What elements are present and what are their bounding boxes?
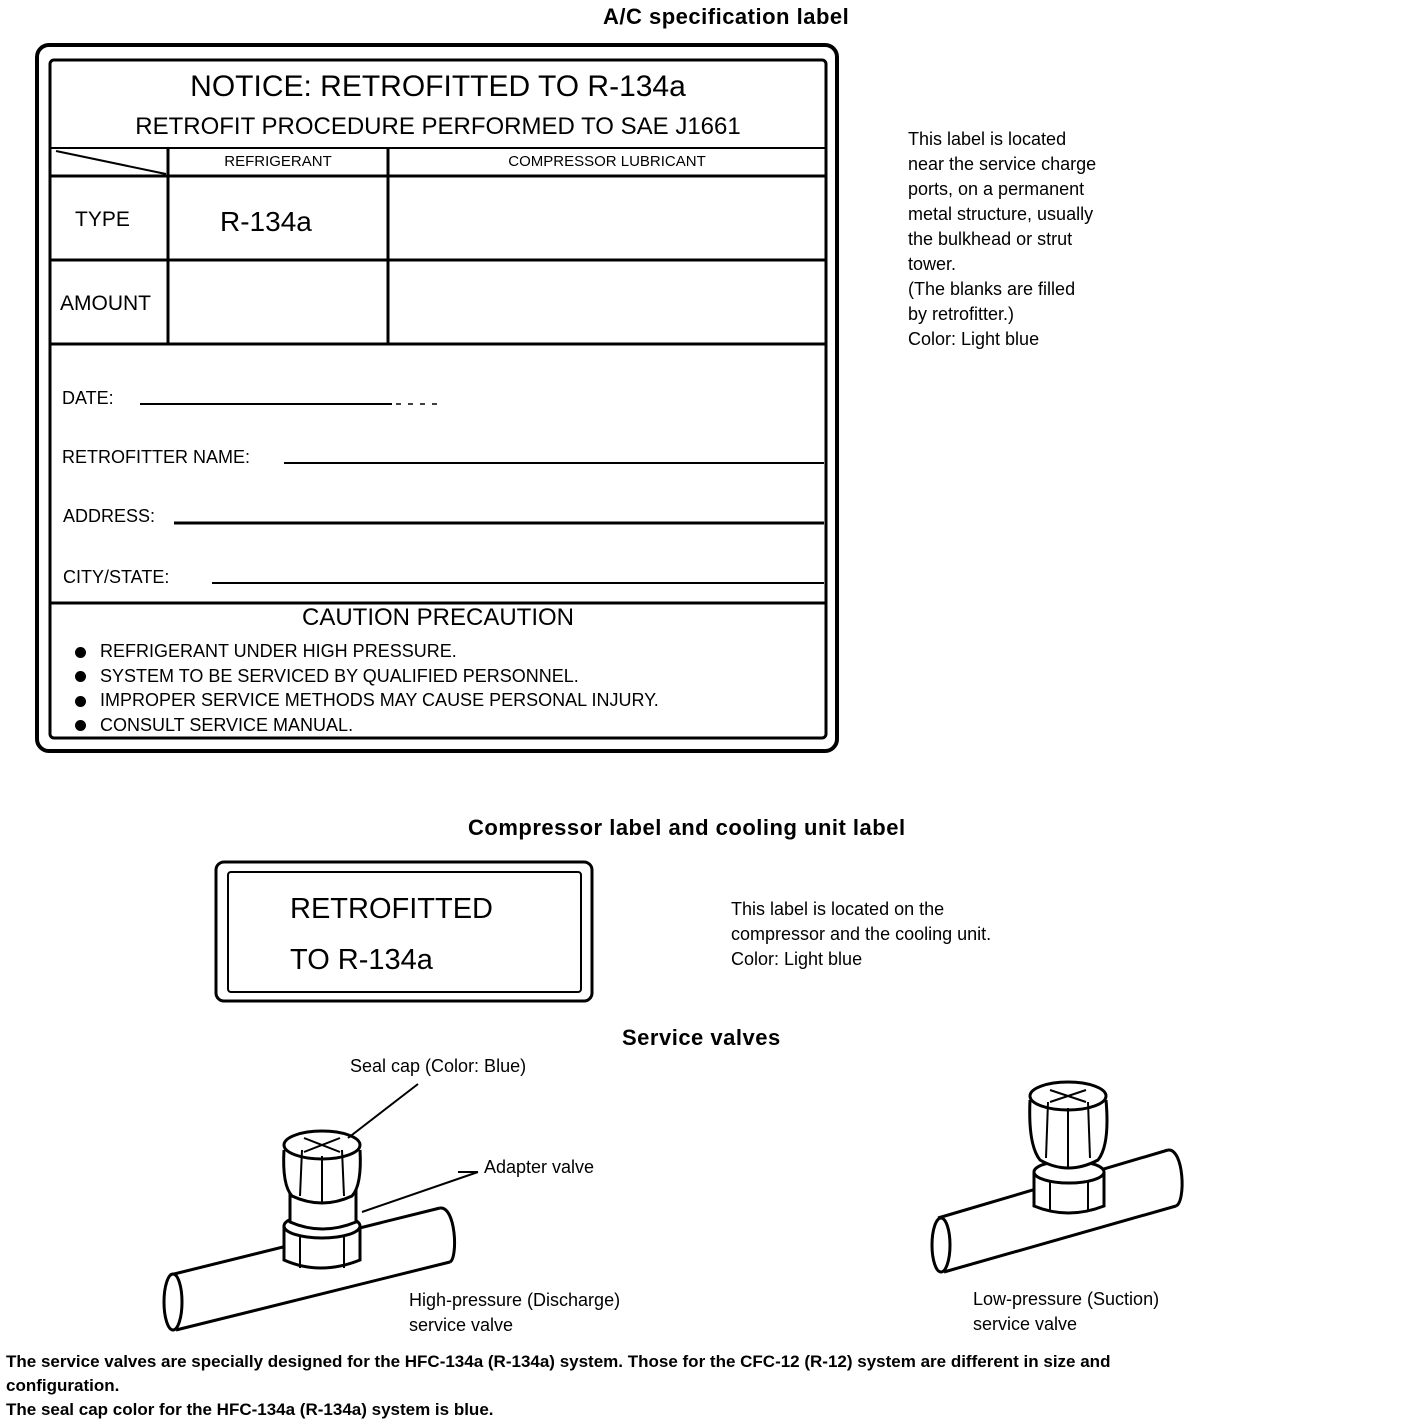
service-valves-heading: Service valves bbox=[622, 1025, 781, 1050]
footer-line: The seal cap color for the HFC-134a (R-134a) system is blue. bbox=[6, 1400, 494, 1419]
type-refrigerant-value: R-134a bbox=[220, 206, 312, 237]
notice-subtitle: RETROFIT PROCEDURE PERFORMED TO SAE J1661 bbox=[135, 113, 741, 140]
compressor-label-heading: Compressor label and cooling unit label bbox=[468, 815, 906, 840]
address-field-label: ADDRESS: bbox=[63, 506, 156, 526]
amount-row-label: AMOUNT bbox=[60, 292, 151, 315]
footer-notes bbox=[6, 1350, 1402, 1422]
refrigerant-column-header: REFRIGERANT bbox=[224, 153, 332, 170]
type-row-label: TYPE bbox=[75, 208, 130, 231]
compressor-label-line1: RETROFITTED bbox=[290, 893, 493, 925]
caution-item: CONSULT SERVICE MANUAL. bbox=[75, 713, 659, 738]
compressor-label-line2: TO R-134a bbox=[290, 944, 433, 976]
ac-label-heading: A/C specification label bbox=[603, 4, 850, 29]
compressor-label-side-note: This label is located on the compressor and the cooling unit. Color: Light blue bbox=[731, 899, 992, 969]
low-pressure-valve-caption: Low-pressure (Suction) service valve bbox=[973, 1289, 1160, 1334]
caution-item: SYSTEM TO BE SERVICED BY QUALIFIED PERSONNEL. bbox=[75, 664, 659, 689]
date-field-label: DATE: bbox=[62, 388, 114, 408]
seal-cap-callout: Seal cap (Color: Blue) bbox=[350, 1056, 527, 1076]
footer-line: configuration. bbox=[6, 1376, 120, 1395]
footer-line: The service valves are specially designed for the HFC-134a (R-134a) system. Those for the CFC-12 (R-12) system are different in size and bbox=[6, 1352, 1111, 1371]
caution-item: REFRIGERANT UNDER HIGH PRESSURE. bbox=[75, 639, 659, 664]
caution-item: IMPROPER SERVICE METHODS MAY CAUSE PERSONAL INJURY. bbox=[75, 688, 659, 713]
high-pressure-valve-caption: High-pressure (Discharge) service valve bbox=[409, 1290, 621, 1335]
lubricant-column-header: COMPRESSOR LUBRICANT bbox=[508, 153, 706, 170]
city-state-field-label: CITY/STATE: bbox=[63, 567, 170, 587]
caution-title: CAUTION PRECAUTION bbox=[301, 604, 574, 631]
adapter-valve-callout: Adapter valve bbox=[484, 1157, 595, 1177]
retrofitter-name-field-label: RETROFITTER NAME: bbox=[62, 447, 250, 467]
notice-title: NOTICE: RETROFITTED TO R-134a bbox=[190, 70, 686, 103]
ac-label-side-note: This label is located near the service charge ports, on a permanent metal structure, usually the bulkhead or strut tower. (The blanks are filled by retrofitter.) Color: Light blue bbox=[908, 129, 1097, 349]
